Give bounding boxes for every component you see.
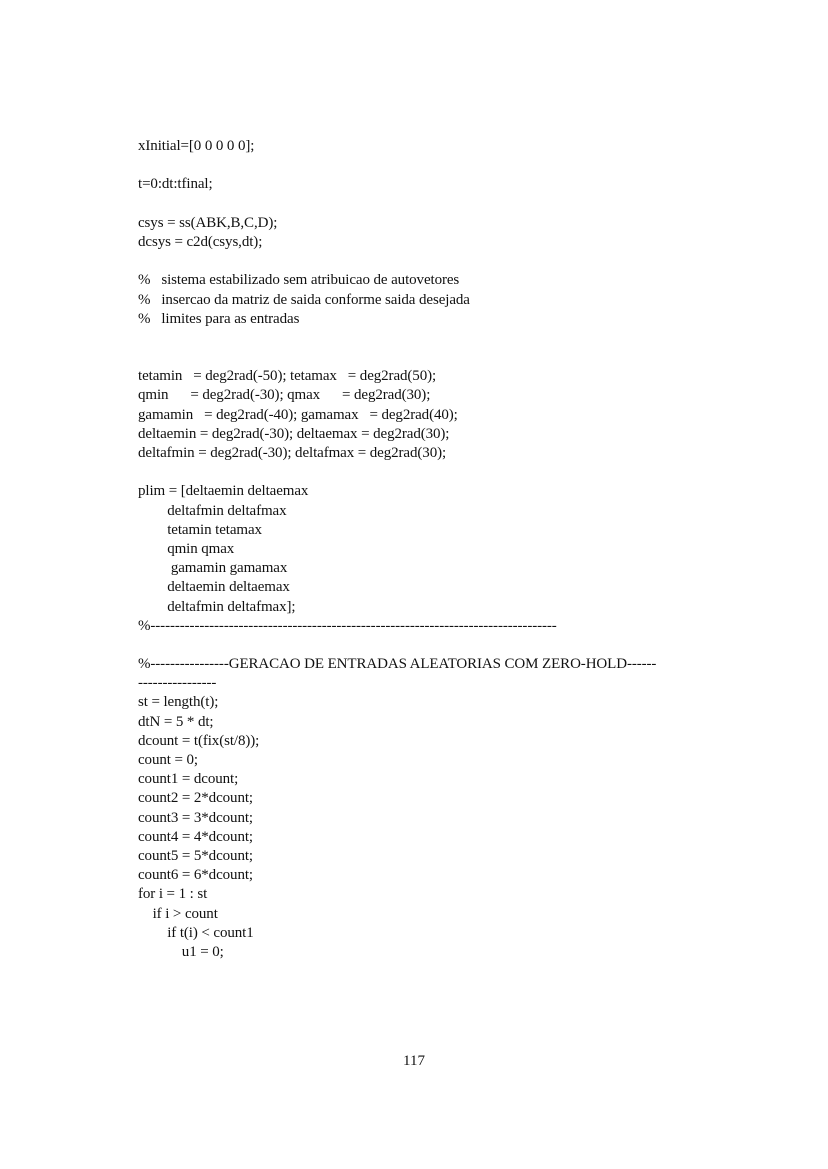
code-line: count2 = 2*dcount; xyxy=(138,790,253,807)
blank-line xyxy=(138,195,738,214)
code-line: % insercao da matriz de saida conforme saida desejada xyxy=(138,291,470,308)
code-line: gamamin gamamax xyxy=(138,560,288,577)
code-listing xyxy=(138,137,738,962)
code-line: qmin qmax xyxy=(138,540,235,557)
blank-line xyxy=(138,463,738,482)
code-line: dcsys = c2d(csys,dt); xyxy=(138,233,263,250)
code-line: qmin = deg2rad(-30); qmax = deg2rad(30); xyxy=(138,387,431,404)
code-line: count5 = 5*dcount; xyxy=(138,847,253,864)
blank-line xyxy=(138,329,738,348)
code-line: plim = [deltaemin deltaemax xyxy=(138,483,309,500)
blank-line xyxy=(138,636,738,655)
code-line: deltafmin = deg2rad(-30); deltafmax = deg2rad(30); xyxy=(138,445,447,461)
code-line: %----------------------------------------------------------------------------------- xyxy=(138,617,557,634)
code-line: count6 = 6*dcount; xyxy=(138,867,253,884)
code-line: count4 = 4*dcount; xyxy=(138,828,253,845)
code-line: deltaemin = deg2rad(-30); deltaemax = deg2rad(30); xyxy=(138,425,450,442)
code-line: ---------------- xyxy=(138,675,217,692)
code-line: % sistema estabilizado sem atribuicao de autovetores xyxy=(138,272,460,289)
code-line: for i = 1 : st xyxy=(138,886,208,903)
code-line: dcount = t(fix(st/8)); xyxy=(138,732,260,749)
code-line: deltafmin deltafmax]; xyxy=(138,598,296,615)
code-line: tetamin tetamax xyxy=(138,521,262,538)
blank-line xyxy=(138,156,738,175)
code-line: gamamin = deg2rad(-40); gamamax = deg2rad(40); xyxy=(138,406,458,423)
code-line: deltafmin deltafmax xyxy=(138,502,287,519)
code-line: %----------------GERACAO DE ENTRADAS ALEATORIAS COM ZERO-HOLD------ xyxy=(138,656,657,673)
code-line: csys = ss(ABK,B,C,D); xyxy=(138,214,278,231)
code-line: count = 0; xyxy=(138,752,198,768)
code-line: dtN = 5 * dt; xyxy=(138,713,214,730)
blank-line xyxy=(138,348,738,367)
code-line: if t(i) < count1 xyxy=(138,924,254,941)
code-line: tetamin = deg2rad(-50); tetamax = deg2rad(50); xyxy=(138,368,437,385)
code-line: xInitial=[0 0 0 0 0]; xyxy=(138,138,255,154)
code-line: deltaemin deltaemax xyxy=(138,579,290,596)
code-line: % limites para as entradas xyxy=(138,310,300,327)
page-number: 117 xyxy=(403,1053,425,1069)
blank-line xyxy=(138,252,738,271)
code-line: t=0:dt:tfinal; xyxy=(138,176,213,193)
code-line: u1 = 0; xyxy=(138,943,224,960)
code-line: if i > count xyxy=(138,905,218,922)
code-line: st = length(t); xyxy=(138,694,219,711)
code-line: count1 = dcount; xyxy=(138,771,239,788)
code-line: count3 = 3*dcount; xyxy=(138,809,253,826)
